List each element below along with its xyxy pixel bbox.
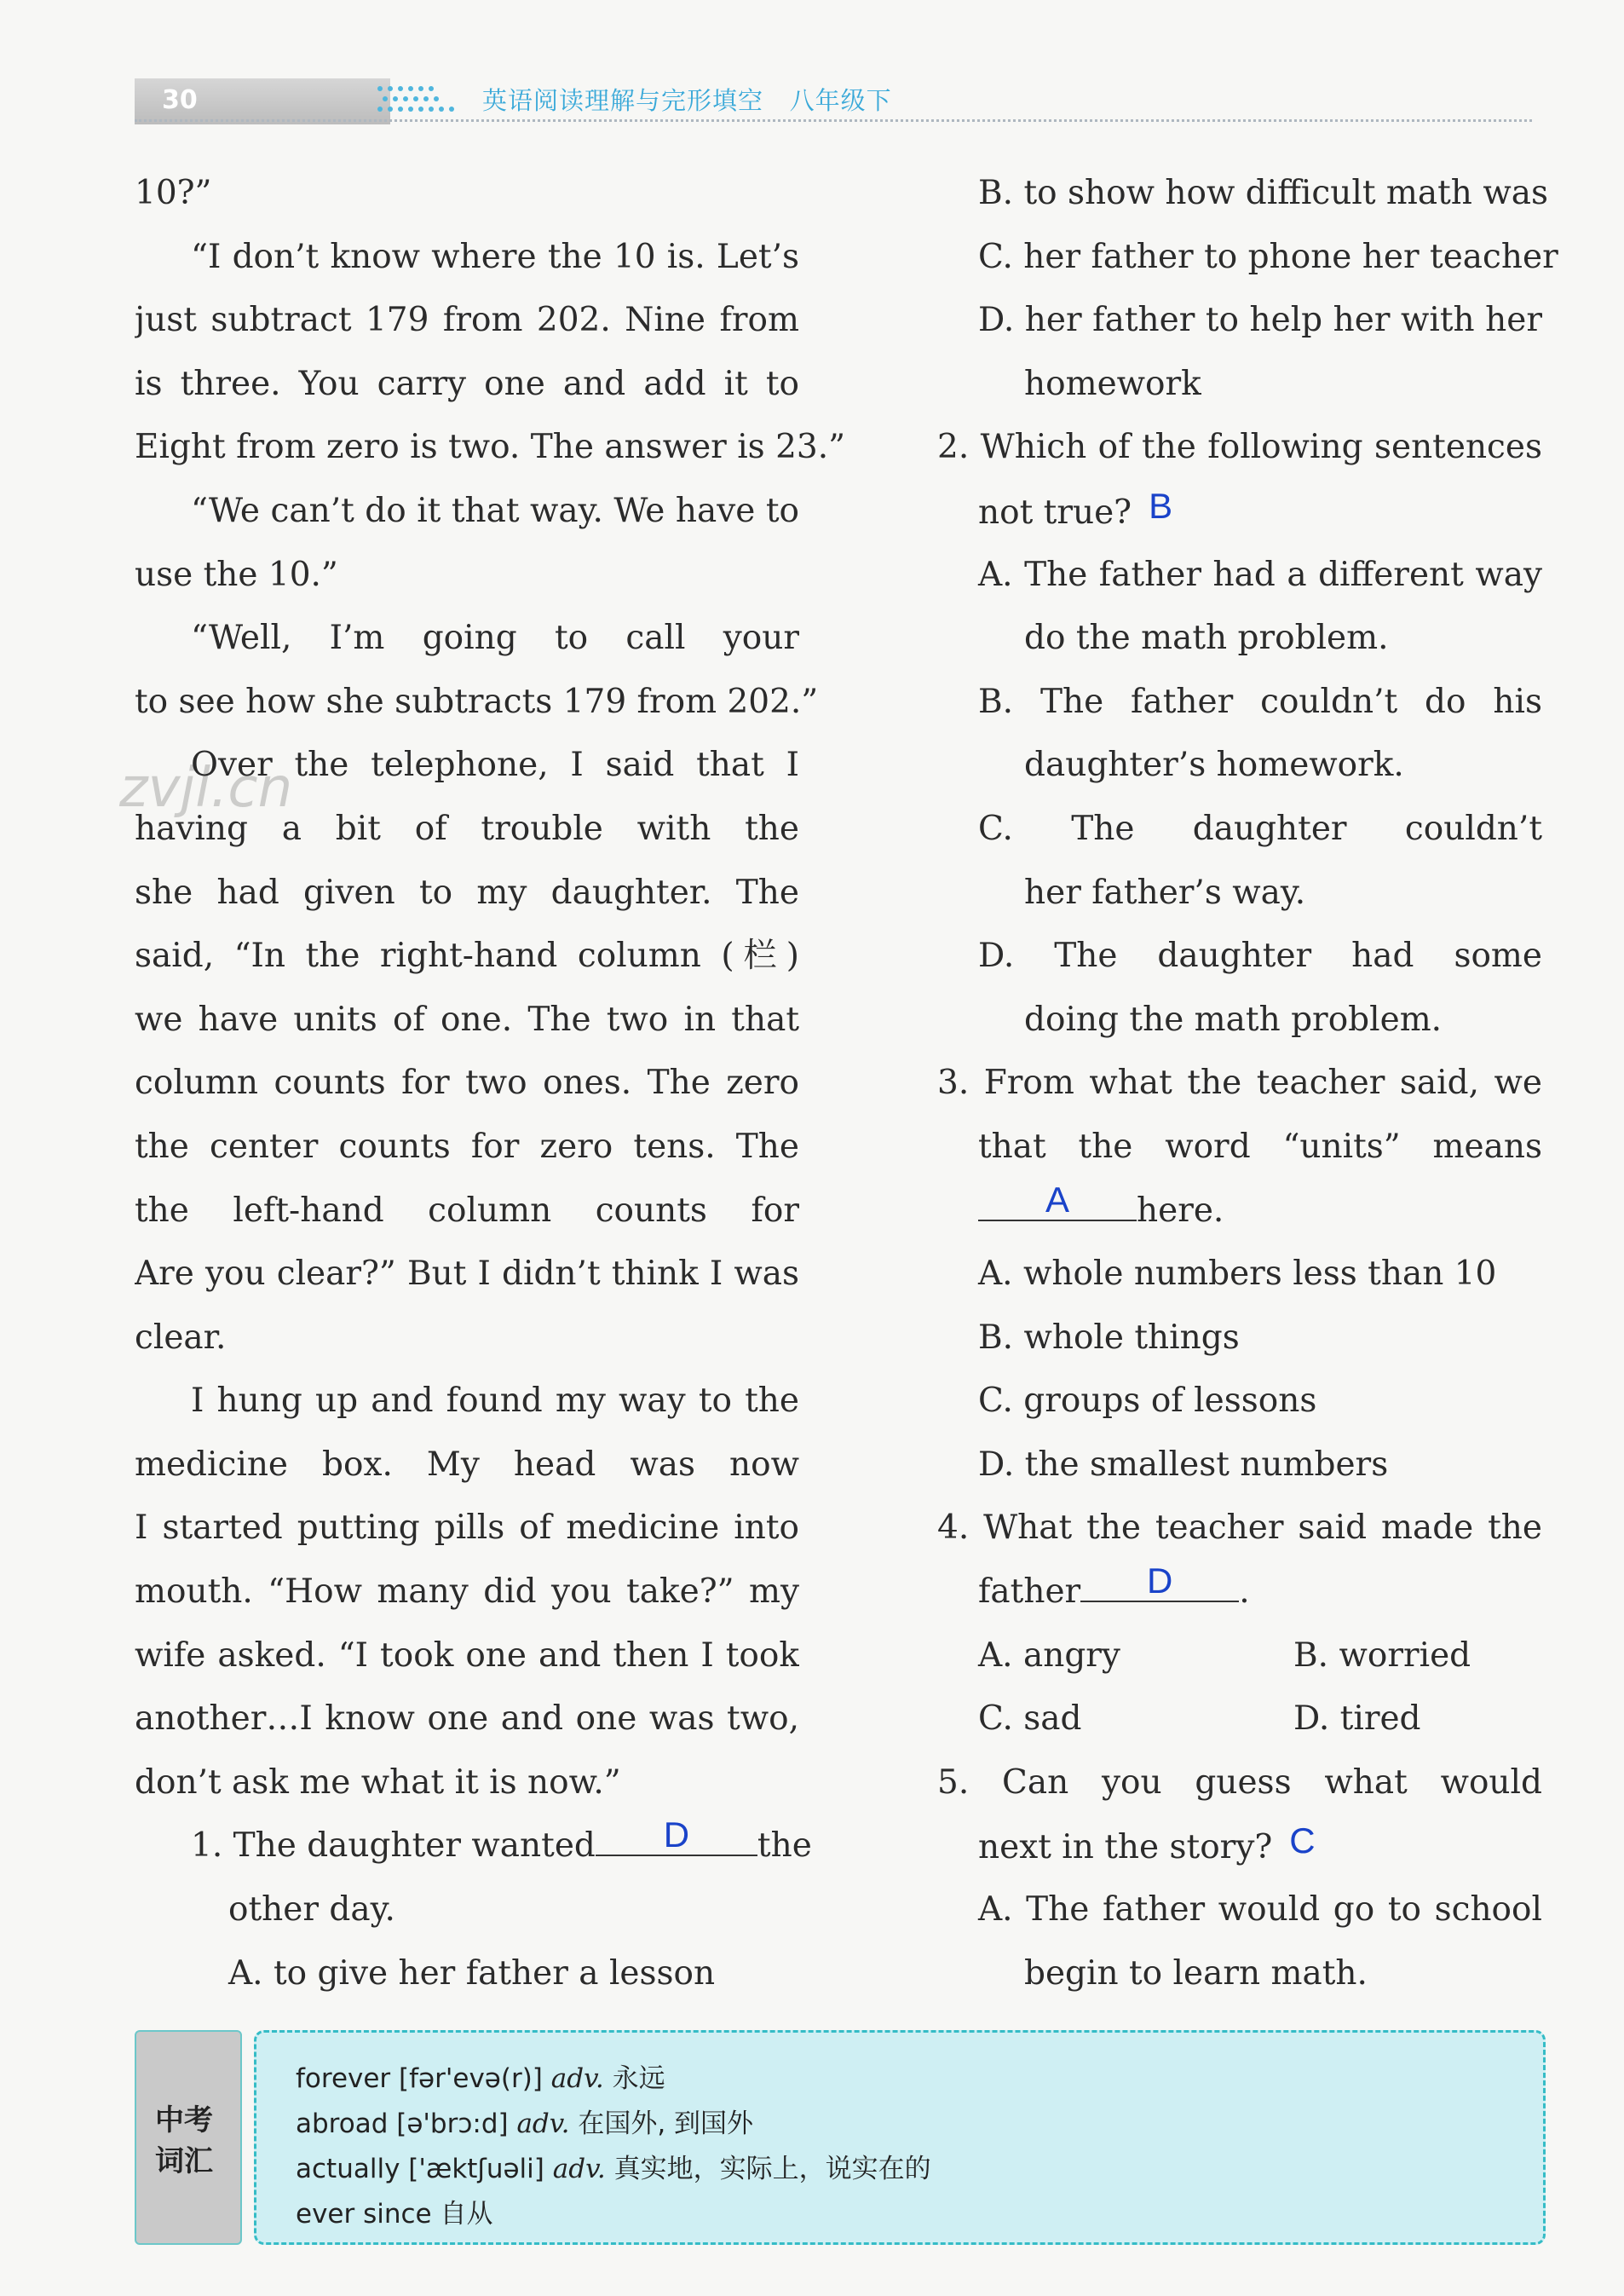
vocab-item (296, 2102, 753, 2140)
q1-option-c: C. her father to phone her teacher (978, 237, 1558, 276)
text-line: mouth. “How many did you take?” my (135, 1572, 799, 1612)
q3-option-c: C. groups of lessons (978, 1382, 1317, 1421)
text-line: I hung up and found my way to the (191, 1382, 799, 1421)
q2-option-b-cont: daughter’s homework. (1024, 746, 1404, 785)
q2-stem-text: not true? (978, 493, 1132, 532)
text-line: just subtract 179 from 202. Nine from (135, 301, 799, 340)
q2-option-c-cont: her father’s way. (1024, 873, 1306, 912)
q3-option-b: B. whole things (978, 1318, 1240, 1357)
vocab-pos: adv. (516, 2109, 570, 2139)
text-line: the center counts for zero tens. The (135, 1127, 799, 1166)
text-line: Eight from zero is two. The answer is 23.” (135, 428, 846, 467)
q2-option-a: A. The father had a different way (978, 555, 1542, 594)
watermark: zvjl.cn (119, 757, 293, 820)
page-number: 30 (162, 85, 198, 115)
grade-label: 八年级下 (789, 86, 892, 115)
right-column (937, 162, 1558, 2005)
text-line: to see how she subtracts 179 from 202.” (135, 682, 819, 721)
q4-option-c: C. sad (978, 1699, 1082, 1739)
q5-option-a-cont: begin to learn math. (1024, 1953, 1368, 1993)
q2-option-c: C. The daughter couldn’t (978, 809, 1542, 848)
q4-stem-line2 (937, 1560, 1542, 1624)
q3-stem: 3. From what the teacher said, we (937, 1064, 1542, 1103)
q1-option-d: D. her father to help her with her (978, 301, 1542, 340)
vocab-word: actually ['æktʃuəli] (296, 2154, 553, 2184)
q3-handwritten-answer: A (1045, 1179, 1069, 1220)
text-line: wife asked. “I took one and then I took (135, 1635, 799, 1675)
vocab-pos: adv. (550, 2063, 604, 2094)
vocab-pos: adv. (552, 2154, 606, 2184)
q1-option-d-cont: homework (1024, 364, 1201, 403)
q3-stem-after: here. (1137, 1191, 1224, 1230)
q2-stem-line2 (937, 480, 1542, 544)
vocab-word: abroad [ə'brɔ:d] (296, 2109, 517, 2139)
book-title: 英语阅读理解与完形填空 (482, 86, 764, 115)
q1-answer-blank (596, 1814, 757, 1856)
header-title (482, 82, 892, 117)
q4-answer-blank (1080, 1560, 1239, 1602)
q2-option-d: D. The daughter had some (978, 937, 1542, 976)
text-line: column counts for two ones. The zero (135, 1064, 799, 1103)
q3-stem-line3 (937, 1180, 1542, 1243)
q1-option-a: A. to give her father a lesson (228, 1953, 716, 1993)
text-line: medicine box. My head was now (135, 1445, 799, 1484)
q4-option-a: A. angry (978, 1635, 1120, 1675)
left-column (135, 162, 846, 2005)
q2-handwritten-answer: B (1149, 485, 1173, 526)
q4-options-row1 (937, 1624, 1542, 1688)
q1-handwritten-answer: D (663, 1814, 690, 1855)
vocab-box (254, 2030, 1546, 2245)
q2-option-b: B. The father couldn’t do his (978, 682, 1542, 721)
vocab-label-line1: 中考 (155, 2103, 213, 2137)
text-line: said, “In the right-hand column (栏) (135, 937, 799, 976)
q4-option-d: D. tired (1293, 1699, 1421, 1739)
vocab-meaning: 自从 (440, 2199, 493, 2230)
q5-option-a: A. The father would go to school (978, 1890, 1542, 1930)
q3-stem-line2: that the word “units” means (978, 1127, 1542, 1166)
q5-stem-text: next in the story? (978, 1828, 1273, 1867)
text-line: Over the telephone, I said that I (191, 746, 799, 785)
q4-stem-before: father (978, 1572, 1081, 1612)
vocab-label-line2: 词汇 (155, 2144, 213, 2178)
text-line: another…I know one and one was two, (135, 1699, 799, 1739)
q5-stem-line2 (937, 1814, 1542, 1878)
q1-stem-line2: other day. (228, 1890, 395, 1930)
text-line: use the 10.” (135, 555, 338, 594)
q1-option-b: B. to show how difficult math was (978, 174, 1548, 212)
q3-option-d: D. the smallest numbers (978, 1445, 1389, 1484)
text-line: Are you clear?” But I didn’t think I was (135, 1255, 799, 1294)
text-line: “We can’t do it that way. We have to (191, 491, 799, 530)
vocab-meaning: 在国外, 到国外 (569, 2109, 754, 2139)
text-line: 10?” (135, 174, 212, 212)
q3-answer-blank (978, 1179, 1137, 1221)
q4-stem-after: . (1239, 1572, 1250, 1612)
header-divider (135, 119, 1532, 122)
text-line: we have units of one. The two in that (135, 1000, 799, 1039)
q5-stem: 5. Can you guess what would (937, 1762, 1542, 1802)
text-line: “Well, I’m going to call your (191, 619, 799, 658)
q1-stem-after: the (757, 1826, 812, 1866)
vocab-meaning: 真实地，实际上，说实在的 (605, 2154, 931, 2184)
vocab-word: ever since (296, 2199, 441, 2230)
q4-stem: 4. What the teacher said made the (937, 1509, 1542, 1548)
text-line: the left-hand column counts for (135, 1191, 799, 1230)
q2-option-a-cont: do the math problem. (1024, 619, 1389, 658)
q4-options-row2 (937, 1687, 1542, 1751)
vocab-item (296, 2147, 931, 2185)
vocab-item (296, 2192, 492, 2230)
text-line: clear. (135, 1318, 227, 1357)
vocab-label-box (135, 2030, 242, 2245)
vocab-meaning: 永远 (603, 2063, 665, 2094)
q2-stem: 2. Which of the following sentences (937, 428, 1542, 467)
q3-option-a: A. whole numbers less than 10 (978, 1255, 1497, 1294)
text-line: is three. You carry one and add it to (135, 364, 799, 403)
q4-option-b: B. worried (1293, 1635, 1471, 1675)
question-1-stem (135, 1814, 812, 1878)
header-dots-decoration (375, 82, 477, 119)
q1-stem-before: 1. The daughter wanted (191, 1826, 596, 1866)
text-line: don’t ask me what it is now.” (135, 1762, 621, 1802)
q2-option-d-cont: doing the math problem. (1024, 1000, 1443, 1039)
vocab-item (296, 2057, 665, 2095)
text-line: I started putting pills of medicine into (135, 1509, 799, 1548)
text-line: “I don’t know where the 10 is. Let’s (191, 237, 799, 276)
q4-handwritten-answer: D (1147, 1560, 1173, 1601)
text-line: she had given to my daughter. The (135, 873, 799, 912)
text-line: having a bit of trouble with the (135, 809, 799, 848)
vocab-word: forever [fər'evə(r)] (296, 2063, 551, 2094)
q5-handwritten-answer: C (1289, 1820, 1316, 1861)
